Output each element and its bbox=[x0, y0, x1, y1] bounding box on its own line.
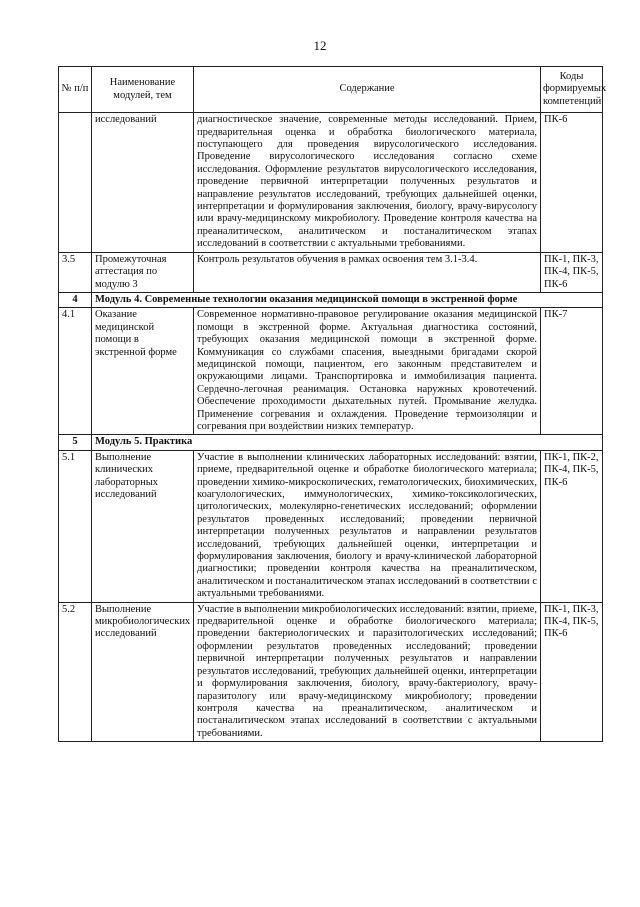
competency-code: ПК-4, ПК-5, bbox=[544, 266, 599, 278]
topic-number: 5.2 bbox=[59, 602, 92, 741]
table-header-row bbox=[59, 67, 603, 113]
competency-code: ПК-6 bbox=[544, 114, 568, 126]
topic-content: Контроль результатов обучения в рамках освоения тем 3.1-3.4. bbox=[194, 252, 541, 292]
topic-number: 4.1 bbox=[59, 308, 92, 435]
module-number: 5 bbox=[59, 435, 92, 450]
topic-name: Оказание медицинской помощи в экстренной форме bbox=[92, 308, 194, 435]
competency-codes bbox=[541, 308, 603, 435]
header-num: № п/п bbox=[59, 67, 92, 113]
header-name: Наименование модулей, тем bbox=[92, 67, 194, 113]
module-title: Модуль 5. Практика bbox=[92, 435, 603, 450]
competency-code: ПК-1, ПК-3, bbox=[544, 603, 599, 615]
module-row bbox=[59, 435, 603, 450]
topic-name: Выполнение микробиологических исследований bbox=[92, 602, 194, 741]
topic-number: 5.1 bbox=[59, 450, 92, 602]
topic-content: диагностическое значение, современные методы исследований. Прием, предварительная оценка и обработка биологического материала, поступающего для проведения вирусологического исследования. Проведение вирусологического исследования согласно схеме исследования. Оформление результатов вирусологического исследования, проведение первичной интерпретации полученных результатов и направление результатов исследований, требующих дальнейшей оценки, интерпретации и формулирования заключения, биологу, врачу-вирусологу или врачу-медицинскому микробиологу. Проведение контроля качества на преаналитическом, аналитическом и постаналитическом этапах исследований в соответствии с актуальными требованиями. bbox=[194, 113, 541, 252]
competency-codes bbox=[541, 602, 603, 741]
topic-name: исследований bbox=[92, 113, 194, 252]
module-title: Модуль 4. Современные технологии оказания медицинской помощи в экстренной форме bbox=[92, 292, 603, 307]
competency-code: ПК-6 bbox=[544, 628, 568, 640]
topic-content: Участие в выполнении клинических лабораторных исследований: взятии, приеме, предварительной оценке и обработке биологического материала; проведении химико-микроскопических, гематологических, биохимических, коагулологических, иммунологических, химико-токсикологических, цитологических, молекулярно-генетических исследований; оформлении результатов проведенных исследований; проведении первичной интерпретации полученных результатов и направлении результатов исследований, требующих дальнейшей оценки, интерпретации и формулирования заключения, биологу и врачу-клинической лабораторной диагностики; проведении контроля качества на преаналитическом, аналитическом и постаналитическом этапах исследований в соответствии с актуальными требованиями. bbox=[194, 450, 541, 602]
topic-content: Участие в выполнении микробиологических исследований: взятии, приеме, предварительной оценке и обработке биологического материала; проведении бактериологических и паразитологических исследований; оформлении результатов проведенных исследований; проведении первичной интерпретации полученных результатов и направлении результатов исследований, требующих дальнейшей оценки, интерпретации и формулирования заключения, биологу, врачу-бактериологу, врачу-паразитологу или врачу-медицинскому микробиологу; проведении контроля качества на преаналитическом, аналитическом и постаналитическом этапах исследований в соответствии с актуальными требованиями. bbox=[194, 602, 541, 741]
topic-number: 3.5 bbox=[59, 252, 92, 292]
table-row bbox=[59, 252, 603, 292]
table-row bbox=[59, 308, 603, 435]
table-body bbox=[59, 113, 603, 742]
topic-number bbox=[59, 113, 92, 252]
module-row bbox=[59, 292, 603, 307]
competency-code: ПК-4, ПК-5, bbox=[544, 464, 599, 476]
module-number: 4 bbox=[59, 292, 92, 307]
curriculum-table bbox=[58, 66, 607, 742]
competency-codes bbox=[541, 450, 603, 602]
competency-codes bbox=[541, 113, 603, 252]
competency-code: ПК-6 bbox=[544, 476, 568, 488]
header-content: Содержание bbox=[194, 67, 541, 113]
page-number: 12 bbox=[313, 38, 327, 53]
competency-code: ПК-4, ПК-5, bbox=[544, 616, 599, 628]
table-row bbox=[59, 450, 603, 602]
table-row bbox=[59, 113, 603, 252]
header-codes: Коды формируемых компетенций bbox=[541, 67, 603, 113]
competency-code: ПК-1, ПК-2, bbox=[544, 451, 599, 463]
topic-content: Современное нормативно-правовое регулирование оказания медицинской помощи в экстренной форме. Актуальная диагностика состояний, требующих оказания медицинской помощи в экстренной форме. Коммуникация со службами спасения, выездными бригадами скорой медицинской помощи, пациентом, его законным представителем и окружающими лицами. Транспортировка и иммобилизация пациента. Сердечно-легочная реанимация. Остановка наружных кровотечений. Обеспечение проходимости дыхательных путей. Промывание желудка. Применение согревания и охлаждения. Проведение термоизоляции и согревания при воздействии низких температур. bbox=[194, 308, 541, 435]
competency-code: ПК-7 bbox=[544, 309, 568, 321]
table-row bbox=[59, 602, 603, 741]
competency-code: ПК-6 bbox=[544, 278, 568, 290]
competency-codes bbox=[541, 252, 603, 292]
topic-name: Выполнение клинических лабораторных исследований bbox=[92, 450, 194, 602]
topic-name: Промежуточная аттестация по модулю 3 bbox=[92, 252, 194, 292]
competency-code: ПК-1, ПК-3, bbox=[544, 253, 599, 265]
